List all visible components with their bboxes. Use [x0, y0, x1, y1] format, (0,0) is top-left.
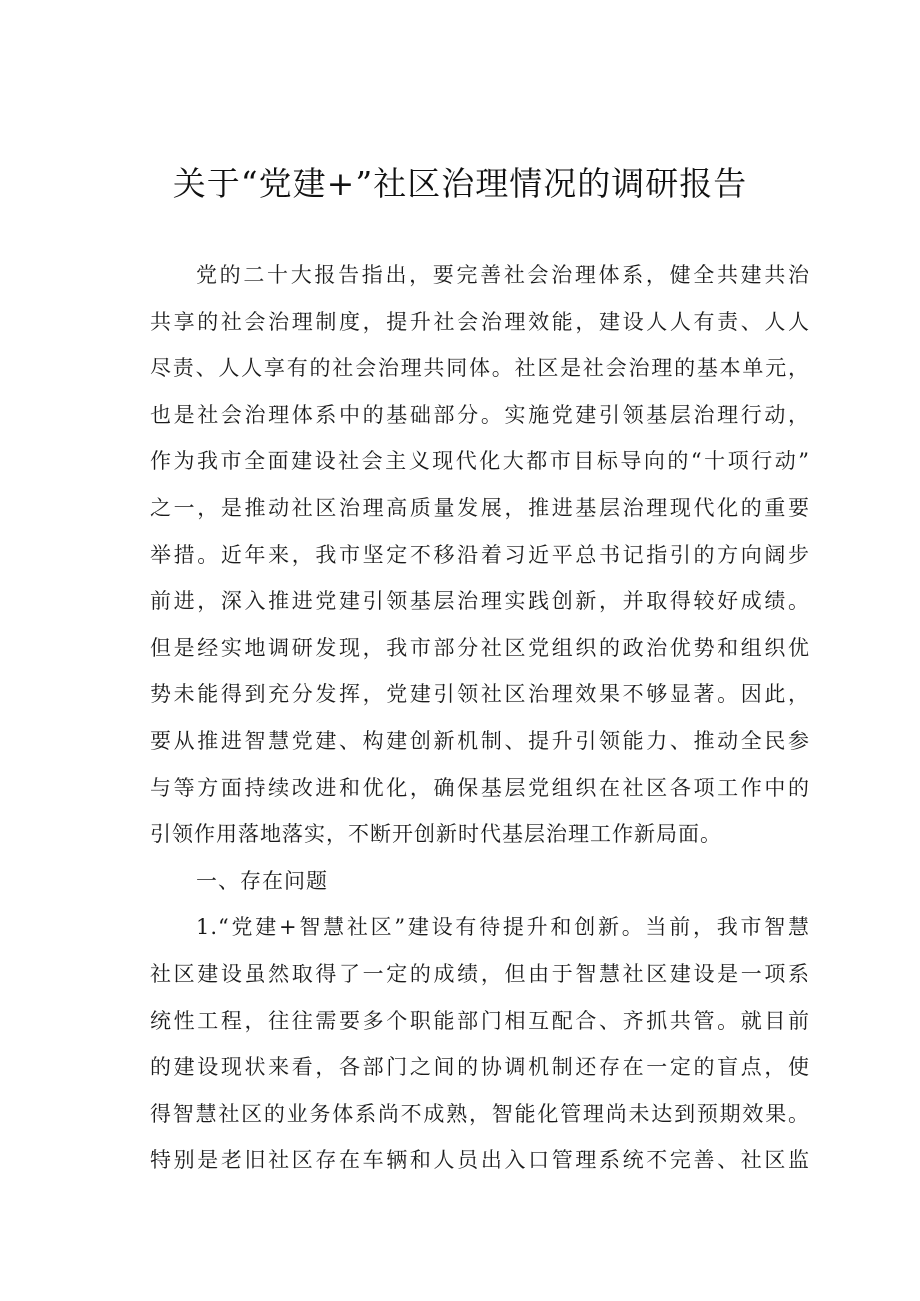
text-line: 举措。近年来，我市坚定不移沿着习近平总书记指引的方向阔步	[150, 542, 810, 567]
text-line: 一、存在问题	[196, 868, 328, 893]
text-line: 作为我市全面建设社会主义现代化大都市目标导向的“十项行动”	[150, 449, 810, 474]
text-line: 统性工程，往往需要多个职能部门相互配合、齐抓共管。就目前	[150, 1008, 810, 1033]
text-line: 也是社会治理体系中的基础部分。实施党建引领基层治理行动，	[150, 402, 810, 427]
text-line: 之一，是推动社区治理高质量发展，推进基层治理现代化的重要	[150, 495, 810, 520]
document-body	[150, 252, 810, 1184]
text-line: 前进，深入推进党建引领基层治理实践创新，并取得较好成绩。	[150, 589, 810, 614]
text-line: 社区建设虽然取得了一定的成绩，但由于智慧社区建设是一项系	[150, 961, 810, 986]
text-line: 但是经实地调研发现，我市部分社区党组织的政治优势和组织优	[150, 635, 810, 660]
text-line: 要从推进智慧党建、构建创新机制、提升引领能力、推动全民参	[150, 728, 810, 753]
text-line: 党的二十大报告指出，要完善社会治理体系，健全共建共治	[196, 263, 810, 287]
document-title: 关于“党建+”社区治理情况的调研报告	[172, 164, 748, 203]
text-line: 的建设现状来看，各部门之间的协调机制还存在一定的盲点，使	[150, 1055, 810, 1080]
text-line: 引领作用落地落实，不断开创新时代基层治理工作新局面。	[150, 822, 722, 847]
text-line: 1.“党建+智慧社区”建设有待提升和创新。当前，我市智慧	[196, 915, 810, 940]
text-line: 特别是老旧社区存在车辆和人员出入口管理系统不完善、社区监	[150, 1148, 810, 1173]
text-line: 得智慧社区的业务体系尚不成熟，智能化管理尚未达到预期效果。	[150, 1101, 810, 1126]
text-line: 共享的社会治理制度，提升社会治理效能，建设人人有责、人人	[150, 309, 810, 334]
text-line: 势未能得到充分发挥，党建引领社区治理效果不够显著。因此，	[150, 682, 810, 707]
text-line: 尽责、人人享有的社会治理共同体。社区是社会治理的基本单元，	[150, 356, 810, 381]
text-line: 与等方面持续改进和优化，确保基层党组织在社区各项工作中的	[150, 775, 810, 800]
